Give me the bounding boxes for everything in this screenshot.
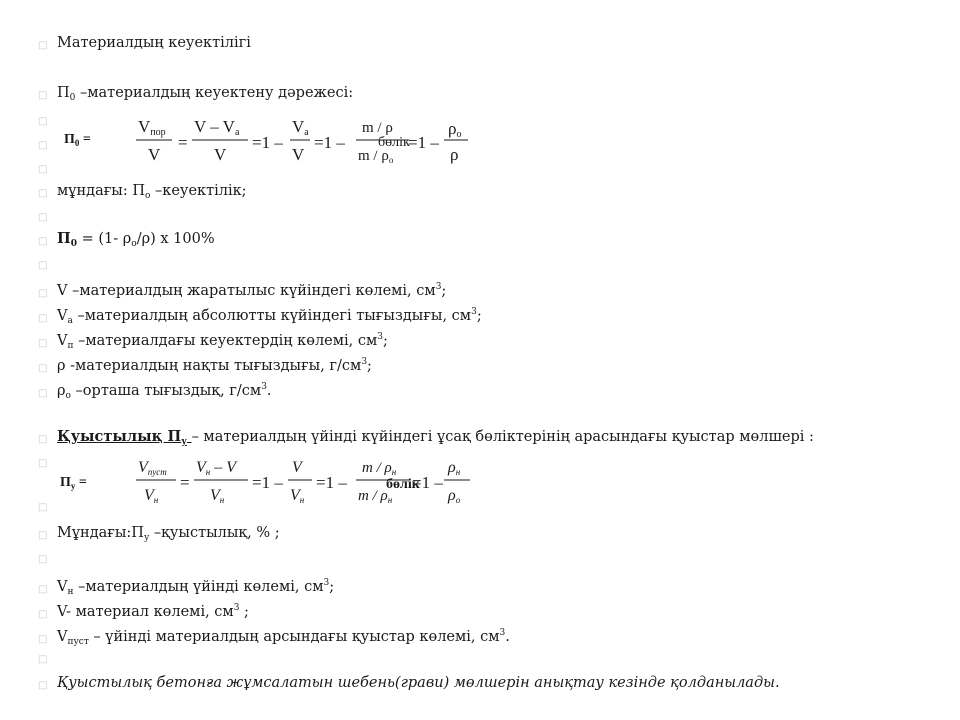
text-segment: П — [60, 475, 71, 490]
empty-bullet-line — [38, 452, 57, 470]
f2-denominator-5: ρо — [448, 487, 461, 505]
definition-rho-o — [38, 378, 272, 405]
f2-numerator-1: Vпуст — [138, 459, 167, 477]
f1-denominator-3: V — [292, 145, 305, 164]
bullet-icon — [38, 389, 48, 399]
equals-one-minus: =1 – — [252, 133, 283, 152]
bullet-icon — [38, 531, 48, 541]
text-segment: ρ -материалдың нақты тығыздығы, г/см — [57, 358, 362, 374]
heading-text: Материалдың кеуектілігі — [57, 35, 251, 51]
f2-denominator-2: Vн — [210, 487, 225, 505]
formula1-label — [64, 132, 91, 148]
porosity-degree-line — [38, 84, 353, 107]
text-segment: V — [57, 333, 68, 349]
text-segment: V — [57, 629, 68, 645]
subscript: п — [67, 341, 74, 351]
f1-numerator-4: m / ρ — [362, 120, 393, 136]
text-segment: – материалдың үйінді күйіндегі ұсақ бөліктерінің арасындағы қуыстар мөлшері : — [191, 429, 814, 445]
superscript: 3 — [499, 628, 506, 638]
f2-part-word: бөлік — [386, 477, 420, 492]
f1-denominator-4: m / $\rho_о$ — [358, 148, 394, 165]
f2-numerator-2: Vн – V — [196, 459, 237, 477]
text-segment: ρ — [57, 383, 66, 399]
bullet-icon — [38, 314, 48, 324]
f1-part-word: бөлік — [378, 135, 410, 150]
text-segment: Қуыстылық бетонға жұмсалатын шебень(грави) мөлшерін анықтау кезінде қолданылады. — [57, 675, 780, 691]
bullet-icon — [38, 555, 48, 565]
f2-numerator-3: V — [292, 459, 302, 476]
definition-vn — [38, 574, 334, 601]
text-segment: ; — [476, 308, 482, 324]
text-segment: ; — [239, 604, 249, 620]
empty-bullet-line — [38, 648, 57, 666]
text-segment: –кеуектілік; — [150, 183, 247, 199]
bullet-icon — [38, 41, 48, 51]
definition-vp — [38, 328, 388, 355]
text-segment: П — [64, 132, 75, 147]
text-segment: . — [505, 629, 510, 645]
porosity-percent-formula — [38, 230, 215, 253]
subscript: у — [143, 533, 150, 543]
term-voidness: Қуыстылық П — [57, 428, 182, 445]
f2-denominator-4: m / $\rho_н$ — [358, 488, 393, 505]
bullet-icon — [38, 165, 48, 175]
empty-bullet-line — [38, 254, 57, 272]
bullet-icon — [38, 117, 48, 127]
bullet-icon — [38, 635, 48, 645]
f1-denominator-2: V — [214, 145, 227, 164]
subscript: о — [65, 391, 71, 401]
text-segment: V — [57, 308, 68, 324]
subscript: a — [67, 316, 73, 326]
text-segment: П — [57, 85, 70, 101]
text-segment: = (1- ρ — [76, 231, 132, 247]
superscript: 3 — [233, 603, 240, 613]
text-segment: – үйінді материалдың арсындағы қуыстар көлемі, см — [88, 629, 500, 645]
bullet-icon — [38, 261, 48, 271]
bullet-icon — [38, 339, 48, 349]
text-segment: = — [79, 132, 91, 147]
superscript: 3 — [471, 307, 477, 317]
f2-denominator-3: Vн — [290, 487, 305, 505]
f2-numerator-5: ρн — [448, 459, 461, 477]
formula2-voidness — [130, 452, 480, 512]
superscript: 3 — [435, 282, 442, 292]
subscript: 0 — [74, 138, 80, 148]
bullet-icon — [38, 91, 48, 101]
bullet-icon — [38, 610, 48, 620]
definition-v — [38, 278, 446, 300]
empty-bullet-line — [38, 110, 57, 128]
f1-numerator-5: ρо — [448, 119, 462, 140]
empty-bullet-line — [38, 548, 57, 566]
f2-denominator-1: Vн — [144, 487, 159, 505]
bullet-icon — [38, 459, 48, 469]
text-segment: V- материал көлемі, см — [57, 604, 234, 620]
equals-one-minus: =1 – — [316, 473, 347, 492]
superscript: 3 — [261, 382, 267, 392]
where-porosity-line — [38, 182, 247, 205]
superscript: 3 — [361, 357, 368, 367]
bullet-icon — [38, 141, 48, 151]
f2-numerator-4: m / $\rho_н$ — [362, 460, 397, 477]
text-segment: П — [57, 230, 71, 247]
equals-one-minus: =1 – — [252, 473, 283, 492]
equals-one-minus: =1 – — [412, 473, 443, 492]
text-segment: –қуыстылық, % ; — [149, 525, 280, 541]
text-segment: /ρ) х 100% — [136, 231, 215, 247]
f1-denominator-1: V — [148, 145, 161, 164]
superscript: 3 — [323, 578, 330, 588]
subscript: 0 — [69, 93, 76, 103]
formula1-porosity — [130, 110, 480, 170]
text-segment: –материалдағы кеуектердің көлемі, см — [73, 333, 378, 349]
bullet-icon — [38, 364, 48, 374]
text-segment: V –материалдың жаратылыс күйіндегі көлемі, см — [57, 283, 436, 299]
equals-one-minus: =1 – — [408, 133, 439, 152]
bullet-icon — [38, 213, 48, 223]
text-segment: V — [57, 579, 68, 595]
bullet-icon — [38, 289, 48, 299]
text-segment: –материалдың абсолютты күйіндегі тығыздығы, см — [72, 308, 472, 324]
equals-one-minus: =1 – — [314, 133, 345, 152]
definition-v-void — [38, 624, 510, 651]
text-segment: ; — [441, 283, 447, 299]
definition-va — [38, 303, 482, 330]
text-segment: мұндағы: П — [57, 183, 145, 199]
subscript: у — [70, 481, 76, 491]
text-segment: ; — [383, 333, 388, 349]
text-segment: –материалдың кеуектену дәрежесі: — [75, 85, 354, 101]
subscript: пуст — [67, 637, 89, 647]
f1-denominator-5: ρ — [450, 145, 459, 164]
bullet-icon — [38, 655, 48, 665]
formula2-label — [60, 475, 87, 491]
subscript: у — [181, 437, 187, 447]
text-segment: ; — [367, 358, 372, 374]
bullet-icon — [38, 237, 48, 247]
text-segment: . — [266, 383, 272, 399]
empty-bullet-line — [38, 496, 57, 514]
f1-numerator-2: V – Va — [194, 117, 240, 138]
bullet-icon — [38, 503, 48, 513]
empty-bullet-line — [38, 206, 57, 224]
voidness-usage-note — [38, 674, 780, 692]
subscript: о — [131, 239, 137, 249]
f1-numerator-3: Va — [292, 117, 309, 138]
subscript: 0 — [70, 239, 77, 249]
bullet-icon — [38, 435, 48, 445]
equals-sign: = — [180, 473, 190, 492]
text-segment: –орташа тығыздық, г/см — [70, 383, 262, 399]
subscript: о — [144, 191, 151, 201]
voidness-definition — [38, 428, 814, 451]
text-segment: Мұндағы:П — [57, 525, 144, 541]
equals-sign: = — [178, 133, 188, 152]
text-segment: ; — [329, 579, 335, 595]
empty-bullet-line — [38, 134, 57, 152]
bullet-icon — [38, 585, 48, 595]
bullet-icon — [38, 189, 48, 199]
superscript: 3 — [377, 332, 384, 342]
text-segment: –материалдың үйінді көлемі, см — [73, 579, 324, 595]
text-segment: = — [75, 475, 87, 490]
f1-numerator-1: Vпор — [138, 117, 166, 138]
heading-porosity — [38, 34, 251, 52]
bullet-icon — [38, 681, 48, 691]
definition-rho — [38, 353, 372, 375]
where-voidness-line — [38, 524, 280, 547]
empty-bullet-line — [38, 158, 57, 176]
definition-v-material — [38, 599, 249, 621]
subscript: н — [67, 587, 74, 597]
